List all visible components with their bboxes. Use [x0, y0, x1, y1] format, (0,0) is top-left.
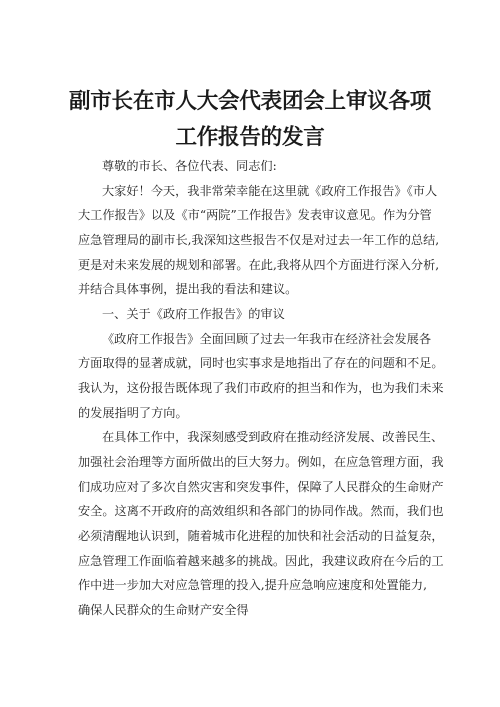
paragraph-line: 作中进一步加大对应急管理的投入,提升应急响应速度和处置能力, — [78, 578, 427, 592]
paragraph-line: 的发展指明了方向。 — [78, 406, 188, 420]
document-title-line-1: 副市长在市人大会代表团会上审议各项 — [68, 89, 432, 114]
paragraph-line: 加强社会治理等方面所做出的巨大努力。例如，在应急管理方面，我 — [78, 455, 444, 469]
paragraph-line: 应急管理局的副市长,我深知这些报告不仅是对过去一年工作的总结, — [78, 233, 440, 247]
paragraph-line: 们成功应对了多次自然灾害和突发事件，保障了人民群众的生命财产 — [78, 480, 444, 494]
paragraph-line: 在具体工作中，我深刻感受到政府在推动经济发展、改善民生、 — [102, 430, 444, 444]
paragraph-line: 我认为，这份报告既体现了我们市政府的担当和作为，也为我们未来 — [78, 381, 444, 395]
salutation: 尊敬的市长、各位代表、同志们: — [102, 159, 277, 173]
paragraph-line: 必须清醒地认识到，随着城市化进程的加快和社会活动的日益复杂， — [78, 529, 444, 543]
paragraph-line: 大家好！今天，我非常荣幸能在这里就《政府工作报告》《市人 — [102, 184, 438, 198]
paragraph-line: 《政府工作报告》全面回顾了过去一年我市在经济社会发展各 — [102, 332, 432, 346]
paragraph-line: 方面取得的显著成就，同时也实事求是地指出了存在的问题和不足。 — [78, 356, 444, 370]
paragraph-line: 更是对未来发展的规划和部署。在此,我将从四个方面进行深入分析, — [78, 258, 440, 272]
paragraph-line: 安全。这离不开政府的高效组织和各部门的协同作战。然而，我们也 — [78, 504, 444, 518]
section-heading: 一、关于《政府工作报告》的审议 — [102, 307, 285, 321]
paragraph-line: 大工作报告》以及《市“两院”工作报告》发表审议意见。作为分管 — [78, 208, 432, 222]
paragraph-line: 确保人民群众的生命财产安全得 — [78, 603, 249, 617]
paragraph-line: 应急管理工作面临着越来越多的挑战。因此，我建议政府在今后的工 — [78, 554, 444, 568]
paragraph-line: 并结合具体事例，提出我的看法和建议。 — [78, 282, 298, 296]
document-title-line-2: 工作报告的发言 — [175, 125, 325, 150]
